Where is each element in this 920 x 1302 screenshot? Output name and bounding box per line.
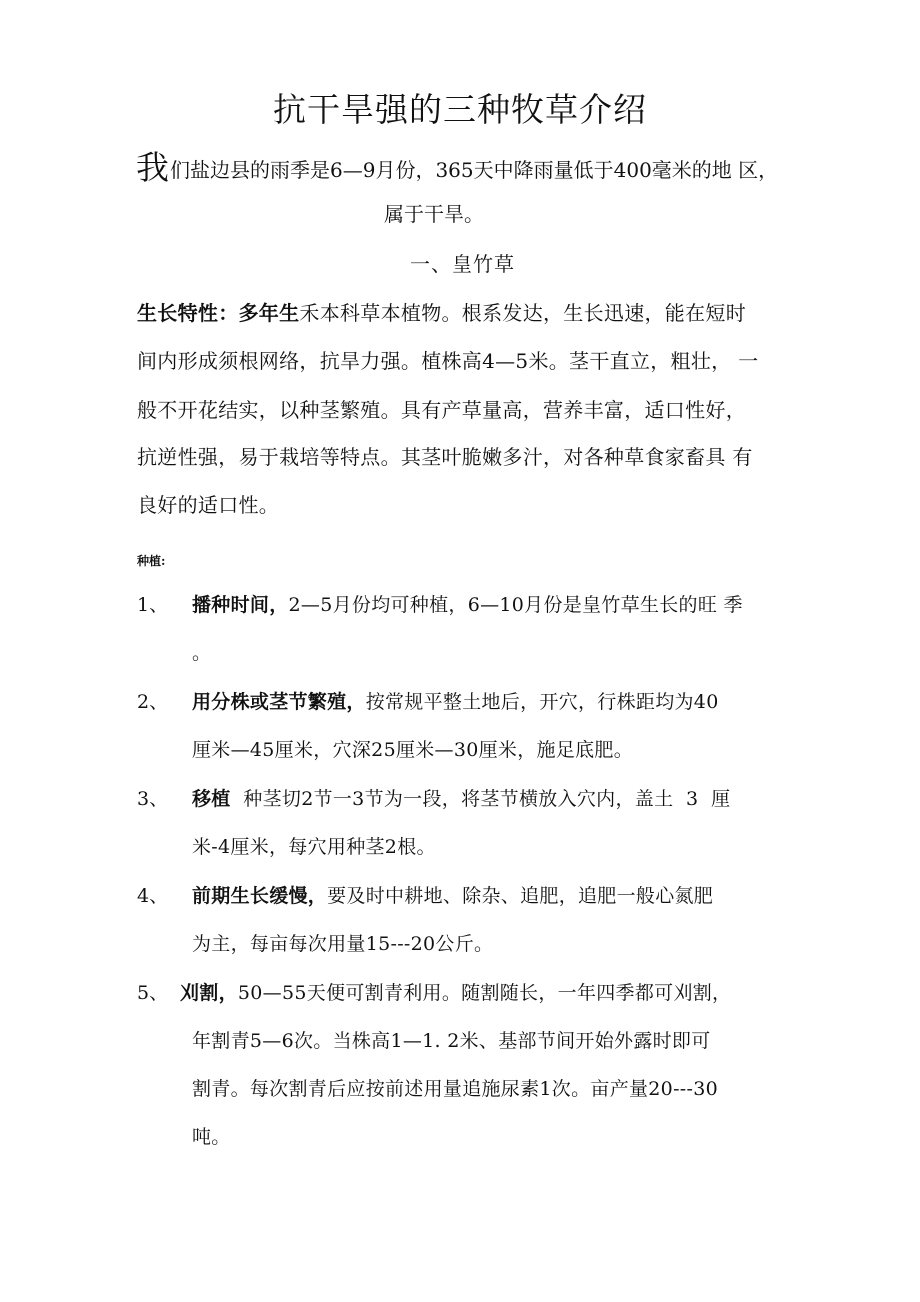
growth-label: 生长特性：多年生	[137, 301, 300, 325]
list-item-line	[180, 978, 731, 1005]
planting-label: 种植:	[137, 554, 166, 568]
growth-paragraph-line-5: 良好的适口性。	[137, 493, 280, 517]
list-item-number: 1、	[137, 594, 169, 616]
intro-line-1	[136, 142, 778, 189]
list-item-number: 2、	[137, 691, 169, 713]
list-item-text: 要及时中耕地、除杂、追肥，追肥一般心氮肥	[327, 885, 714, 907]
list-item-text: 50—55天便可割青利用。随割随长，一年四季都可刈割，	[237, 982, 732, 1004]
intro-first-char: 我	[136, 148, 169, 187]
intro-line-2: 属于干旱。	[384, 202, 484, 226]
growth-paragraph-line-2: 间内形成须根网络，抗旱力强。植株高4—5米。茎干直立，粗壮， 一	[137, 349, 759, 373]
list-item-line	[192, 687, 719, 714]
list-item-text: 种茎切2节一3节为一段，将茎节横放入穴内，盖土 3 厘	[230, 788, 731, 810]
list-item-bold: 移植	[192, 788, 231, 810]
growth-line-1-text: 禾本科草本植物。根系发达，生长迅速，能在短时	[299, 301, 747, 325]
list-item-line: 吨。	[192, 1126, 231, 1148]
growth-paragraph-line-4: 抗逆性强，易于栽培等特点。其茎叶脆嫩多汁，对各种草食家畜具 有	[137, 445, 753, 469]
list-item-line	[192, 590, 743, 617]
list-item-line: 米-4厘米，每穴用种茎2根。	[192, 836, 436, 858]
growth-paragraph-line-1	[137, 297, 746, 326]
list-item-bold: 刈割，	[180, 982, 238, 1004]
growth-paragraph-line-3: 般不开花结实，以种茎繁殖。具有产草量高，营养丰富，适口性好，	[137, 398, 746, 422]
list-item-line: 。	[192, 642, 212, 664]
list-item-text: 按常规平整土地后，开穴，行株距均为40	[365, 691, 719, 713]
section-heading: 一、皇竹草	[410, 252, 515, 276]
list-item-bold: 用分株或茎节繁殖，	[192, 691, 366, 713]
list-item-line: 年割青5—6次。当株高1—1. 2米、基部节间开始外露时即可	[192, 1030, 711, 1052]
list-item-line: 厘米—45厘米，穴深25厘米—30厘米，施足底肥。	[192, 739, 634, 761]
page-title: 抗干旱强的三种牧草介绍	[273, 90, 647, 129]
list-item-line: 割青。每次割青后应按前述用量追施尿素1次。亩产量20---30	[192, 1078, 719, 1100]
list-item-number: 4、	[137, 885, 169, 907]
list-item-line	[192, 784, 730, 811]
list-item-line	[192, 881, 713, 908]
list-item-bold: 前期生长缓慢，	[192, 885, 328, 907]
intro-line-1-text: 们盐边县的雨季是6—9月份，365天中降雨量低于400毫米的地 区，	[170, 158, 779, 182]
list-item-line: 为主，每亩每次用量15---20公斤。	[192, 933, 494, 955]
list-item-number: 5、	[137, 982, 169, 1004]
list-item-text: 2—5月份均可种植，6—10月份是皇竹草生长的旺 季	[288, 594, 743, 616]
list-item-bold: 播种时间，	[192, 594, 289, 616]
list-item-number: 3、	[137, 788, 169, 810]
